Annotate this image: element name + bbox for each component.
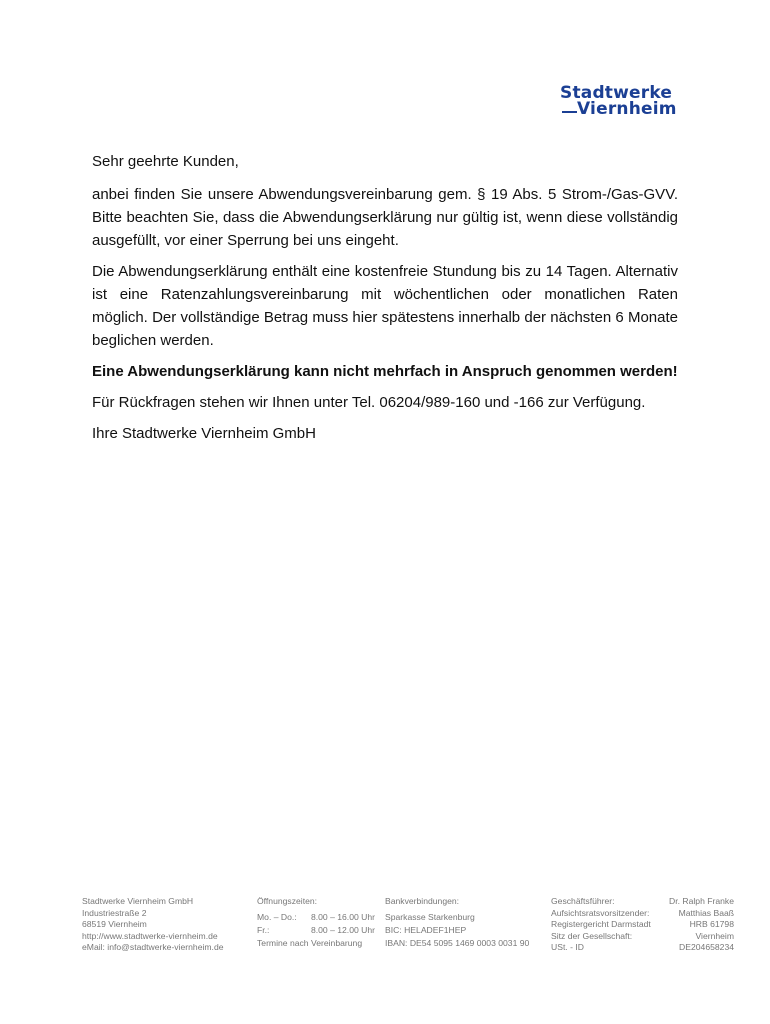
hours-row	[257, 912, 375, 925]
paragraph-deferral: Die Abwendungserklärung enthält eine kostenfreie Stundung bis zu 14 Tagen. Alternativ ist eine Ratenzahlungsvereinbarung mit wöchentlichen oder monatlichen Raten möglich. Der vollständige Betrag muss hier spätestens innerhalb der nächsten 6 Monate beglichen werden.	[92, 263, 678, 349]
paragraph-warning: Eine Abwendungserklärung kann nicht mehrfach in Anspruch genommen werden!	[92, 363, 678, 380]
hours-day: Mo. – Do.:	[257, 912, 297, 922]
bank-name: Sparkasse Starkenburg	[385, 912, 475, 922]
hours-row	[257, 925, 375, 938]
value-seat: Viernheim	[695, 930, 734, 941]
bank-title: Bankverbindungen:	[385, 896, 460, 906]
greeting: Sehr geehrte Kunden,	[92, 153, 239, 170]
footer-street: Industriestraße 2	[82, 907, 147, 918]
footer-email: eMail: info@stadtwerke-viernheim.de	[82, 942, 224, 953]
hours-time: 8.00 – 12.00 Uhr	[310, 925, 375, 935]
letterhead-footer	[82, 896, 734, 956]
logo-line-stadtwerke: Stadtwerke	[560, 83, 673, 103]
value-register-number: HRB 61798	[689, 919, 734, 930]
hours-time: 8.00 – 16.00 Uhr	[310, 912, 375, 922]
paragraph-intro: anbei finden Sie unsere Abwendungsvereinbarung gem. § 19 Abs. 5 Strom-/Gas-GVV. Bitte beachten Sie, dass die Abwendungserklärung nur gültig ist, wenn diese vollständig ausgefüllt, vor einer Sperrung bei uns eingeht.	[92, 186, 678, 249]
hours-title: Öffnungszeiten:	[257, 896, 318, 906]
hours-note: Termine nach Vereinbarung	[257, 938, 363, 948]
footer-bank	[385, 896, 545, 951]
bank-bic: BIC: HELADEF1HEP	[385, 925, 467, 935]
logo-line-viernheim: Viernheim	[577, 99, 677, 119]
label-register-court: Registergericht Darmstadt	[551, 919, 651, 930]
letter-body	[92, 150, 678, 453]
value-managing-director: Dr. Ralph Franke	[669, 896, 734, 906]
footer-city: 68519 Viernheim	[82, 919, 147, 930]
footer-company-name: Stadtwerke Viernheim GmbH	[82, 896, 194, 906]
footer-address	[82, 896, 252, 954]
hours-day: Fr.:	[257, 925, 270, 935]
label-managing-director: Geschäftsführer:	[551, 896, 615, 906]
company-logo	[558, 84, 720, 122]
paragraph-contact: Für Rückfragen stehen wir Ihnen unter Tel. 06204/989-160 und -166 zur Verfügung.	[92, 394, 646, 411]
footer-website: http://www.stadtwerke-viernheim.de	[82, 930, 218, 941]
value-vat-id: DE204658234	[679, 942, 734, 953]
label-board-chair: Aufsichtsratsvorsitzender:	[551, 907, 650, 918]
label-seat: Sitz der Gesellschaft:	[551, 930, 633, 941]
footer-management-values	[642, 896, 734, 954]
footer-opening-hours	[257, 896, 375, 951]
label-vat-id: USt. - ID	[551, 942, 584, 953]
logo-underline-bar	[562, 111, 577, 113]
bank-iban: IBAN: DE54 5095 1469 0003 0031 90	[385, 938, 530, 948]
signoff: Ihre Stadtwerke Viernheim GmbH	[92, 425, 316, 442]
value-board-chair: Matthias Baaß	[678, 907, 734, 918]
